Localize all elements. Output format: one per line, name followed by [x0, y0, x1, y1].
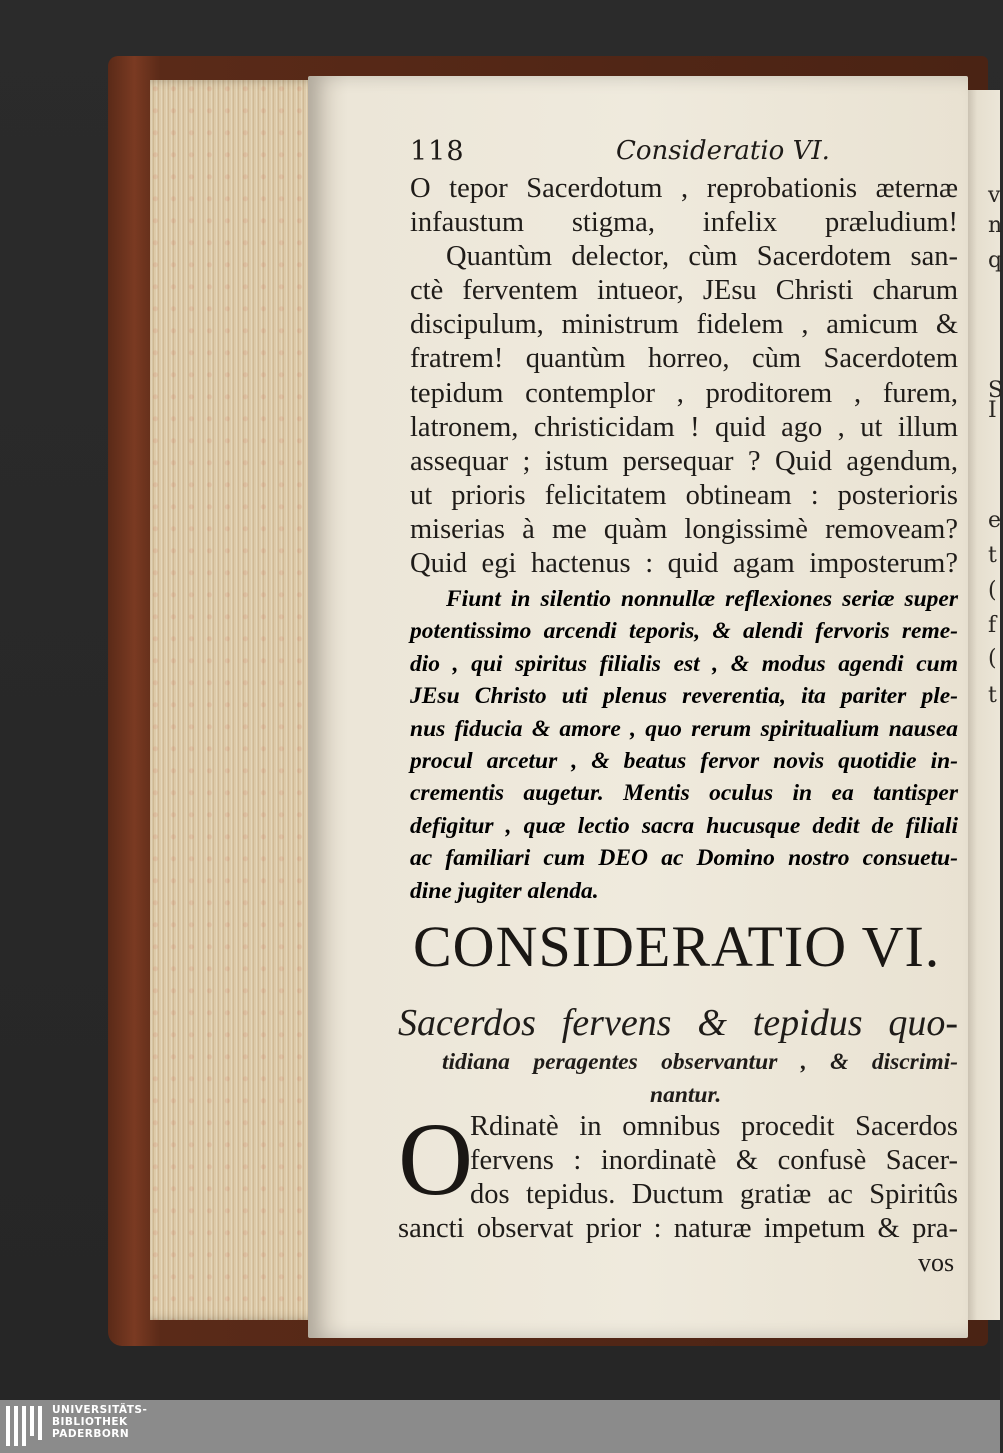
italic-reflection-text — [410, 583, 958, 907]
italic-text-line: dio , qui spiritus filialis est , & modus agendi cum — [410, 650, 958, 677]
text-line: Quantùm delector, cùm Sacerdotem san- — [446, 241, 958, 273]
text-line: assequar ; istum persequar ? Quid agendum, — [410, 445, 958, 477]
facing-page-glyph: n — [988, 213, 1003, 238]
text-line: ctè ferventem intueor, JEsu Christi charum — [410, 275, 958, 307]
library-logo-icon — [6, 1406, 46, 1446]
library-footer — [0, 1400, 1000, 1453]
catchword: vos — [918, 1248, 955, 1277]
intro-text — [410, 172, 958, 581]
text-line: O tepor Sacerdotum , reprobationis æternæ — [410, 173, 958, 204]
facing-page-glyph: t — [988, 543, 997, 568]
text-line: fervens : inordinatè & confusè Sacer- — [470, 1145, 958, 1176]
italic-text-line: defigitur , quæ lectio sacra hucusque dedit de filiali — [410, 812, 958, 839]
text-line: sancti observat prior : naturæ impetum & pra- — [398, 1213, 958, 1244]
text-line: ut prioris felicitatem obtineam : posterioris — [410, 479, 958, 511]
library-name — [52, 1404, 147, 1440]
italic-text-line: nus fiducia & amore , quo rerum spiritualium nausea — [410, 715, 958, 742]
text-line: latronem, christicidam ! quid ago , ut illum — [410, 411, 958, 443]
library-name-line-3: PADERBORN — [52, 1428, 130, 1440]
text-line: infaustum stigma, infelix præludium! — [410, 207, 958, 239]
consideration-heading: CONSIDERATIO VI. — [413, 914, 941, 979]
library-name-line-2: BIBLIOTHEK — [52, 1416, 128, 1428]
italic-text-line: crementis augetur. Mentis oculus in ea tantisper — [410, 780, 958, 807]
facing-page-glyph: v — [988, 183, 1001, 208]
drop-cap: O — [398, 1102, 474, 1217]
text-line: miserias à me quàm longissimè removeam? — [410, 513, 958, 545]
subtitle-line-2: tidiana peragentes observantur , & discrimi- — [442, 1049, 958, 1075]
text-line: discipulum, ministrum fidelem , amicum & — [410, 309, 958, 341]
facing-page-glyph: t — [988, 683, 997, 708]
running-title: Consideratio VI. — [616, 136, 830, 166]
library-name-line-1: UNIVERSITÄTS- — [52, 1404, 148, 1416]
page-edges — [150, 80, 328, 1320]
facing-page-glyph: ( — [988, 646, 997, 671]
intro-paragraphs — [410, 172, 958, 581]
body-paragraph — [398, 1212, 958, 1246]
italic-text-line: JEsu Christo uti plenus reverentia, ita pariter ple- — [410, 683, 958, 710]
italic-text-line: ac familiari cum DEO ac Domino nostro consuetu- — [410, 845, 958, 872]
page-number: 118 — [410, 136, 465, 167]
running-head — [410, 136, 950, 170]
italic-text-line: dine jugiter alenda. — [410, 877, 599, 904]
facing-page-glyph: e — [988, 508, 1002, 533]
italic-text-line: Fiunt in silentio nonnullæ reflexiones seriæ super — [446, 586, 958, 612]
text-line: dos tepidus. Ductum gratiæ ac Spiritûs — [470, 1179, 958, 1210]
facing-page-glyph: f — [988, 613, 997, 638]
facing-page-glyph: S — [988, 378, 1003, 403]
text-line: fratrem! quantùm horreo, cùm Sacerdotem — [410, 343, 958, 375]
italic-text-line: potentissimo arcendi teporis, & alendi fervoris reme- — [410, 618, 958, 645]
subtitle-line-3: nantur. — [650, 1082, 722, 1108]
text-line: Rdinatè in omnibus procedit Sacerdos — [470, 1111, 958, 1142]
facing-page-glyph: ( — [988, 578, 997, 603]
facing-page-glyph: I — [988, 398, 997, 423]
subtitle-line-1: Sacerdos fervens & tepidus quo- — [398, 1002, 958, 1044]
dropcap-paragraph — [470, 1110, 958, 1212]
italic-text-line: procul arcetur , & beatus fervor novis quotidie in- — [410, 748, 958, 775]
text-line: Quid egi hactenus : quid agam imposterum? — [410, 548, 958, 580]
facing-page-glyph: q — [988, 248, 1003, 273]
text-line: tepidum contemplor , proditorem , furem, — [410, 377, 958, 409]
